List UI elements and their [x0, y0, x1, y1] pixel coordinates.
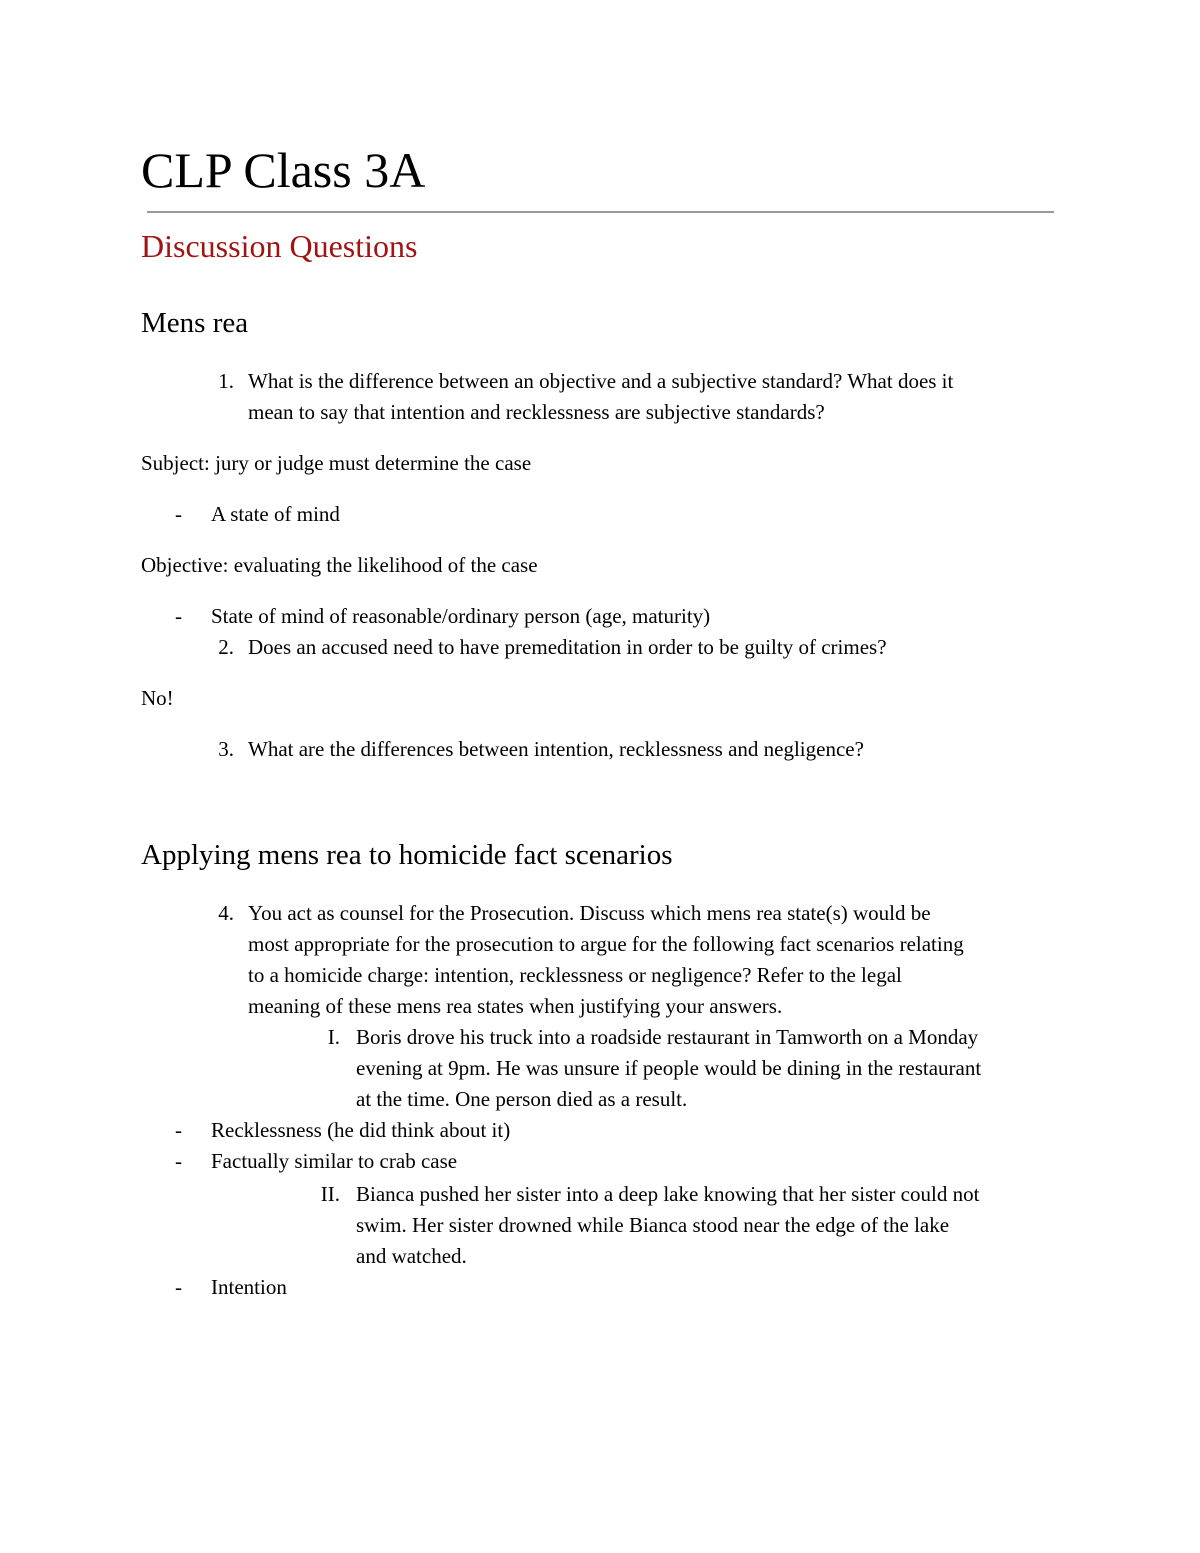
- question-1-number: 1.: [218, 369, 234, 393]
- question-2-number: 2.: [218, 635, 234, 659]
- scenario-1-bullet-1: Recklessness (he did think about it): [211, 1118, 511, 1142]
- question-3-text: What are the differences between intention, recklessness and negligence?: [248, 737, 864, 761]
- objective-note: Objective: evaluating the likelihood of the case: [141, 553, 538, 577]
- document-title: CLP Class 3A: [141, 142, 426, 198]
- scenario-1-bullet-2: Factually similar to crab case: [211, 1149, 458, 1173]
- question-4-text: [248, 898, 964, 1022]
- question-3-number: 3.: [218, 737, 234, 761]
- question-4-line-1: You act as counsel for the Prosecution. Discuss which mens rea state(s) would be: [248, 901, 931, 925]
- scenario-1-number: I.: [327, 1025, 340, 1049]
- scenario-1-line-3: at the time. One person died as a result.: [356, 1087, 688, 1111]
- scenario-2-bullet-1: Intention: [211, 1275, 287, 1299]
- question-2-text: Does an accused need to have premeditation in order to be guilty of crimes?: [248, 635, 887, 659]
- scenario-2-number: II.: [320, 1182, 340, 1206]
- question-4-line-3: to a homicide charge: intention, recklessness or negligence? Refer to the legal: [248, 963, 902, 987]
- question-4-line-4: meaning of these mens rea states when justifying your answers.: [248, 994, 783, 1018]
- discussion-questions-heading: Discussion Questions: [141, 228, 418, 264]
- scenario-2-text: [356, 1179, 979, 1272]
- scenario-1-line-1: Boris drove his truck into a roadside restaurant in Tamworth on a Monday: [356, 1025, 979, 1049]
- question-4-number: 4.: [218, 901, 234, 925]
- subject-note: Subject: jury or judge must determine the case: [141, 451, 532, 475]
- bullet-dash: -: [175, 1149, 182, 1173]
- mens-rea-heading: Mens rea: [141, 307, 249, 339]
- question-1-line-2: mean to say that intention and recklessness are subjective standards?: [248, 400, 825, 424]
- scenario-1-text: [356, 1022, 981, 1115]
- question-2-answer: No!: [141, 686, 174, 710]
- bullet-dash: -: [175, 1118, 182, 1142]
- question-4-line-2: most appropriate for the prosecution to argue for the following fact scenarios relating: [248, 932, 964, 956]
- question-1-text: [248, 366, 953, 428]
- scenario-2-line-3: and watched.: [356, 1244, 467, 1268]
- objective-bullet: State of mind of reasonable/ordinary person (age, maturity): [211, 604, 711, 628]
- subject-bullet: A state of mind: [211, 502, 340, 526]
- scenario-2-line-1: Bianca pushed her sister into a deep lake knowing that her sister could not: [356, 1182, 980, 1206]
- scenario-2-line-2: swim. Her sister drowned while Bianca stood near the edge of the lake: [356, 1213, 950, 1237]
- bullet-dash: -: [175, 604, 182, 628]
- title-divider: [147, 211, 1054, 213]
- homicide-scenarios-heading: Applying mens rea to homicide fact scenarios: [141, 839, 673, 871]
- question-1-line-1: What is the difference between an objective and a subjective standard? What does it: [248, 369, 954, 393]
- bullet-dash: -: [175, 1275, 182, 1299]
- bullet-dash: -: [175, 502, 182, 526]
- scenario-1-line-2: evening at 9pm. He was unsure if people would be dining in the restaurant: [356, 1056, 982, 1080]
